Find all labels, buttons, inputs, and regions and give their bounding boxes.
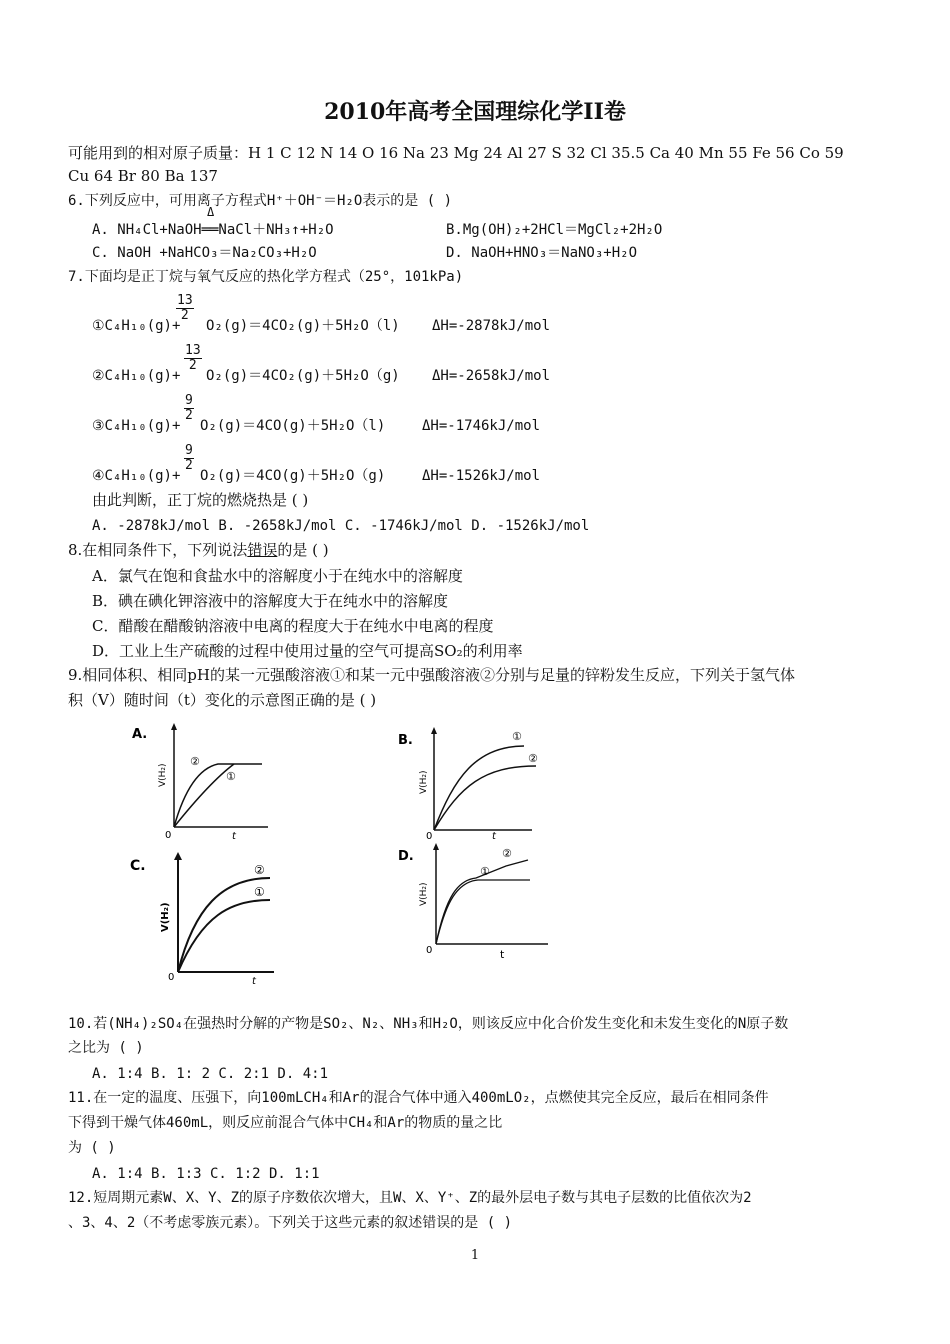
- graph-b: [396, 722, 546, 840]
- q6-option-c: C. NaOH +NaHCO₃＝Na₂CO₃+H₂O: [92, 245, 317, 261]
- q10-stem-2: 之比为 ( ): [68, 1040, 144, 1056]
- q7-eq3-dh: ΔH=-1746kJ/mol: [422, 418, 541, 434]
- graph-b-y-arrow: [431, 727, 437, 734]
- q7-eq4-frac-num: 9: [185, 443, 193, 458]
- graph-c-curve-weak: [178, 900, 270, 972]
- graph-b-top-label: ①: [512, 730, 522, 743]
- graph-b-bottom-label: ②: [528, 752, 538, 765]
- graph-c-bottom-label: ①: [254, 885, 265, 899]
- graph-d-curve-weak: [436, 880, 530, 944]
- graph-a-curve-weak: [174, 764, 234, 827]
- q7-eq3-right: O₂(g)＝4CO(g)＋5H₂O（l): [200, 418, 386, 434]
- page-number: 1: [470, 1248, 480, 1263]
- graph-d-top-label: ②: [502, 847, 512, 860]
- q7-eq1-fraction: [176, 294, 194, 323]
- q7-eq4-frac-den: 2: [185, 458, 193, 473]
- q6-stem: 6.下列反应中，可用离子方程式H⁺＋OH⁻＝H₂O表示的是 ( ): [68, 193, 453, 209]
- q7-eq3-fraction: [184, 394, 194, 423]
- graph-a-origin: 0: [165, 830, 172, 840]
- graph-c-y-label: V(H₂): [160, 902, 171, 932]
- q7-eq3-frac-den: 2: [185, 408, 193, 423]
- graph-a-x-label: t: [232, 831, 236, 840]
- graph-c-y-arrow: [174, 852, 182, 860]
- q10-stem-1: 10.若(NH₄)₂SO₄在强热时分解的产物是SO₂、N₂、NH₃和H₂O，则该反应中化合价发生变化和未发生变化的N原子数: [68, 1016, 789, 1032]
- graph-d-y-arrow: [433, 843, 439, 850]
- q7-eq2-frac-den: 2: [188, 358, 197, 373]
- q7-eq2-right: O₂(g)＝4CO₂(g)＋5H₂O（g): [206, 368, 400, 384]
- q7-eq4-fraction: [184, 444, 194, 473]
- q9-stem-2: 积（V）随时间（t）变化的示意图正确的是 ( ): [68, 691, 377, 709]
- q8-stem-underlined: 错误: [247, 541, 278, 559]
- graph-b-curve-strong: [434, 746, 524, 830]
- q7-eq3-frac-num: 9: [185, 393, 193, 408]
- graph-d-y-label: V(H₂): [419, 882, 429, 906]
- q7-eq1-right: O₂(g)＝4CO₂(g)＋5H₂O（l): [206, 318, 400, 334]
- q8-option-d: D．工业上生产硫酸的过程中使用过量的空气可提高SO₂的利用率: [92, 642, 523, 660]
- q7-eq4-right: O₂(g)＝4CO(g)＋5H₂O（g): [200, 468, 386, 484]
- q9-stem-1: 9.相同体积、相同pH的某一元强酸溶液①和某一元中强酸溶液②分别与足量的锌粉发生反应，下列关于氢气体: [68, 666, 795, 684]
- graph-b-y-label: V(H₂): [419, 770, 429, 794]
- graph-b-x-label: t: [492, 831, 496, 840]
- q7-eq2-frac-num: 13: [185, 343, 201, 358]
- q8-option-a: A．氯气在饱和食盐水中的溶解度小于在纯水中的溶解度: [92, 567, 463, 585]
- graph-c-label: C.: [130, 858, 146, 874]
- graph-b-origin: 0: [426, 831, 433, 840]
- q7-eq1-frac-num: 13: [177, 293, 193, 308]
- atomic-mass-line-1: 可能用到的相对原子质量：H 1 C 12 N 14 O 16 Na 23 Mg 24 Al 27 S 32 Cl 35.5 Ca 40 Mn 55 Fe 56 Co 59: [68, 144, 844, 162]
- q6-delta-symbol: Δ: [207, 205, 215, 219]
- graph-a-y-arrow: [171, 723, 177, 730]
- q7-eq1-dh: ΔH=-2878kJ/mol: [432, 318, 551, 334]
- q7-eq4-dh: ΔH=-1526kJ/mol: [422, 468, 541, 484]
- q7-eq1-frac-den: 2: [180, 308, 189, 323]
- graph-b-curve-weak: [434, 766, 536, 830]
- q11-options: A. 1:4 B. 1:3 C. 1:2 D. 1:1: [92, 1166, 320, 1182]
- graph-d: [396, 840, 556, 964]
- q12-stem-1: 12.短周期元素W、X、Y、Z的原子序数依次增大，且W、X、Y⁺、Z的最外层电子数与其电子层数的比值依次为2: [68, 1190, 752, 1206]
- graph-d-label: D.: [398, 849, 414, 864]
- graph-d-bottom-label: ①: [480, 865, 490, 878]
- graph-c: [128, 848, 283, 984]
- q7-options: A. -2878kJ/mol B. -2658kJ/mol C. -1746kJ/mol D. -1526kJ/mol: [92, 518, 590, 534]
- graph-c-origin: 0: [168, 972, 175, 983]
- graph-a-bottom-label: ①: [226, 770, 236, 783]
- q7-eq2-left: ②C₄H₁₀(g)+: [92, 368, 181, 384]
- page-title: 2010年高考全国理综化学II卷: [324, 99, 626, 125]
- q8-stem-pre: 8.在相同条件下，下列说法: [68, 541, 248, 559]
- q11-stem-3: 为 ( ): [68, 1140, 116, 1156]
- q7-eq2-fraction: [184, 344, 202, 373]
- q6-option-d: D. NaOH+HNO₃＝NaNO₃+H₂O: [446, 245, 638, 261]
- q12-stem-2: 、3、4、2（不考虑零族元素）。下列关于这些元素的叙述错误的是 ( ): [68, 1215, 512, 1231]
- graph-a-y-label: V(H₂): [158, 763, 168, 787]
- q7-judge: 由此判断，正丁烷的燃烧热是 ( ): [92, 491, 309, 509]
- q7-eq2-dh: ΔH=-2658kJ/mol: [432, 368, 551, 384]
- q10-options: A. 1:4 B. 1: 2 C. 2:1 D. 4:1: [92, 1066, 329, 1082]
- graph-b-label: B.: [398, 733, 413, 748]
- q8-option-c: C．醋酸在醋酸钠溶液中电离的程度大于在纯水中电离的程度: [92, 617, 494, 635]
- graph-d-origin: 0: [426, 945, 433, 956]
- q7-eq1-left: ①C₄H₁₀(g)+: [92, 318, 181, 334]
- q7-stem: 7.下面均是正丁烷与氧气反应的热化学方程式（25°，101kPa): [68, 269, 464, 285]
- q7-eq3-left: ③C₄H₁₀(g)+: [92, 418, 181, 434]
- q8-option-b: B．碘在碘化钾溶液中的溶解度大于在纯水中的溶解度: [92, 592, 449, 610]
- graph-a-top-label: ②: [190, 755, 200, 768]
- graph-a-curve-strong: [174, 764, 262, 827]
- q7-eq4-left: ④C₄H₁₀(g)+: [92, 468, 181, 484]
- q11-stem-2: 下得到干燥气体460mL，则反应前混合气体中CH₄和Ar的物质的量之比: [68, 1115, 503, 1131]
- q8-stem-post: 的是 ( ): [277, 541, 329, 559]
- graph-d-x-label: t: [500, 948, 505, 961]
- graph-c-top-label: ②: [254, 863, 265, 877]
- graph-c-x-label: t: [252, 976, 256, 984]
- q11-stem-1: 11.在一定的温度、压强下，向100mLCH₄和Ar的混合气体中通入400mLO₂，点燃使其完全反应，最后在相同条件: [68, 1090, 769, 1106]
- q6-option-b: B.Mg(OH)₂+2HCl＝MgCl₂+2H₂O: [446, 222, 663, 238]
- graph-a-label: A.: [132, 727, 148, 742]
- q8-stem: [68, 540, 329, 560]
- q6-option-a: A. NH₄Cl+NaOH══NaCl＋NH₃↑+H₂O: [92, 222, 334, 238]
- atomic-mass-line-2: Cu 64 Br 80 Ba 137: [68, 167, 218, 185]
- graph-a: [128, 722, 278, 840]
